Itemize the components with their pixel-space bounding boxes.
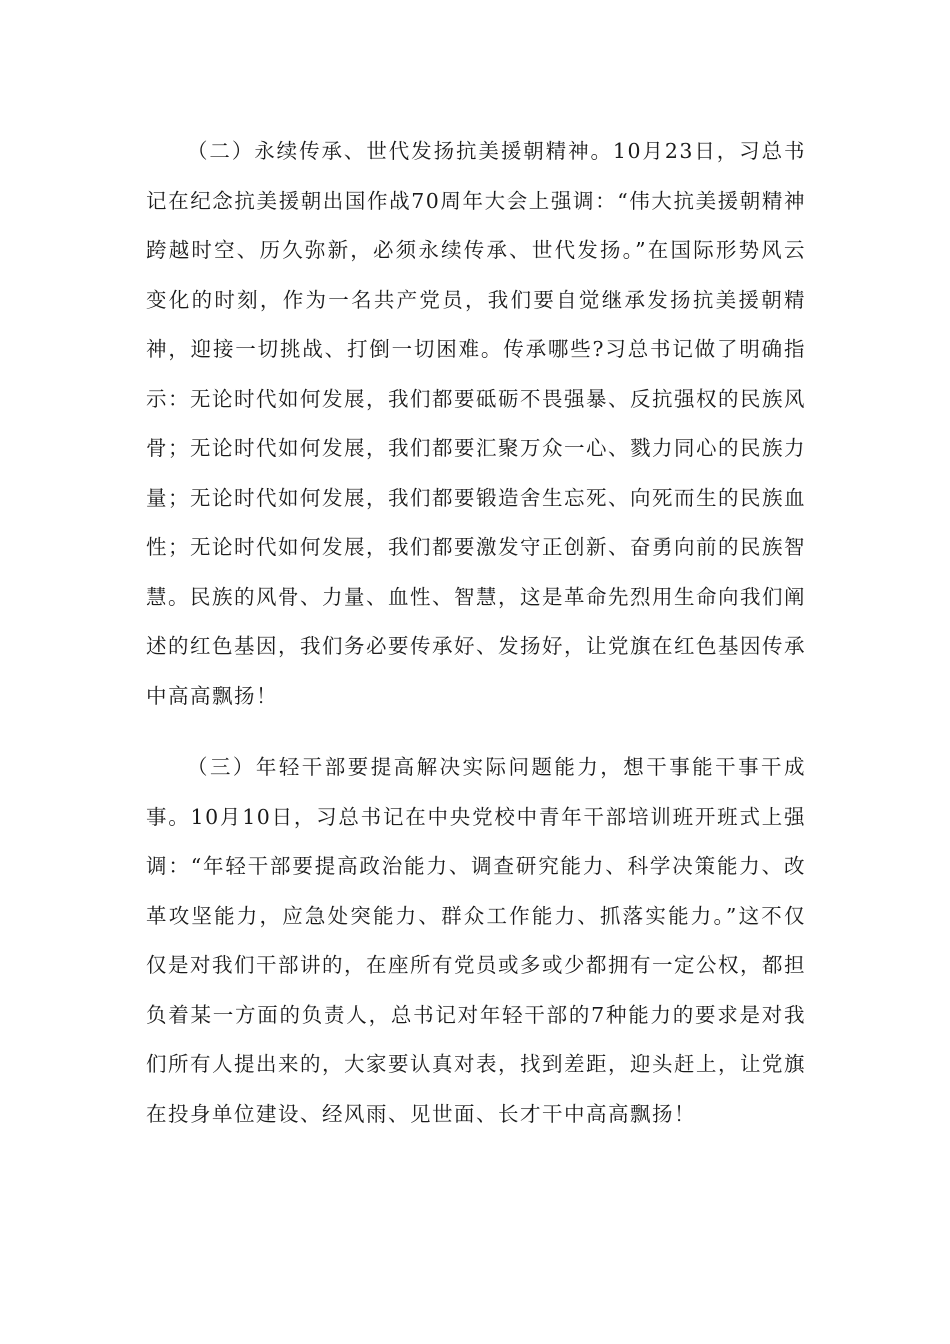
paragraph-section-three: （三）年轻干部要提高解决实际问题能力，想干事能干事干成事。10月10日，习总书记在中央党校中青年干部培训班开班式上强调：“年轻干部要提高政治能力、调查研究能力、科学决策能力、改革攻坚能力，应急处突能力、群众工作能力、抓落实能力。”这不仅仅是对我们干部讲的，在座所有党员或多或少都拥有一定公权，都担负着某一方面的负责人，总书记对年轻干部的7种能力的要求是对我们所有人提出来的，大家要认真对表，找到差距，迎头赶上，让党旗在投身单位建设、经风雨、见世面、长才干中高高飘扬！	[146, 755, 806, 1126]
paragraph-section-two: （二）永续传承、世代发扬抗美援朝精神。10月23日，习总书记在纪念抗美援朝出国作战70周年大会上强调：“伟大抗美援朝精神跨越时空、历久弥新，必须永续传承、世代发扬。”在国际形势风云变化的时刻，作为一名共产党员，我们要自觉继承发扬抗美援朝精神，迎接一切挑战、打倒一切困难。传承哪些?习总书记做了明确指示：无论时代如何发展，我们都要砥砺不畏强暴、反抗强权的民族风骨；无论时代如何发展，我们都要汇聚万众一心、戮力同心的民族力量；无论时代如何发展，我们都要锻造舍生忘死、向死而生的民族血性；无论时代如何发展，我们都要激发守正创新、奋勇向前的民族智慧。民族的风骨、力量、血性、智慧，这是革命先烈用生命向我们阐述的红色基因，我们务必要传承好、发扬好，让党旗在红色基因传承中高高飘扬！	[146, 139, 806, 708]
